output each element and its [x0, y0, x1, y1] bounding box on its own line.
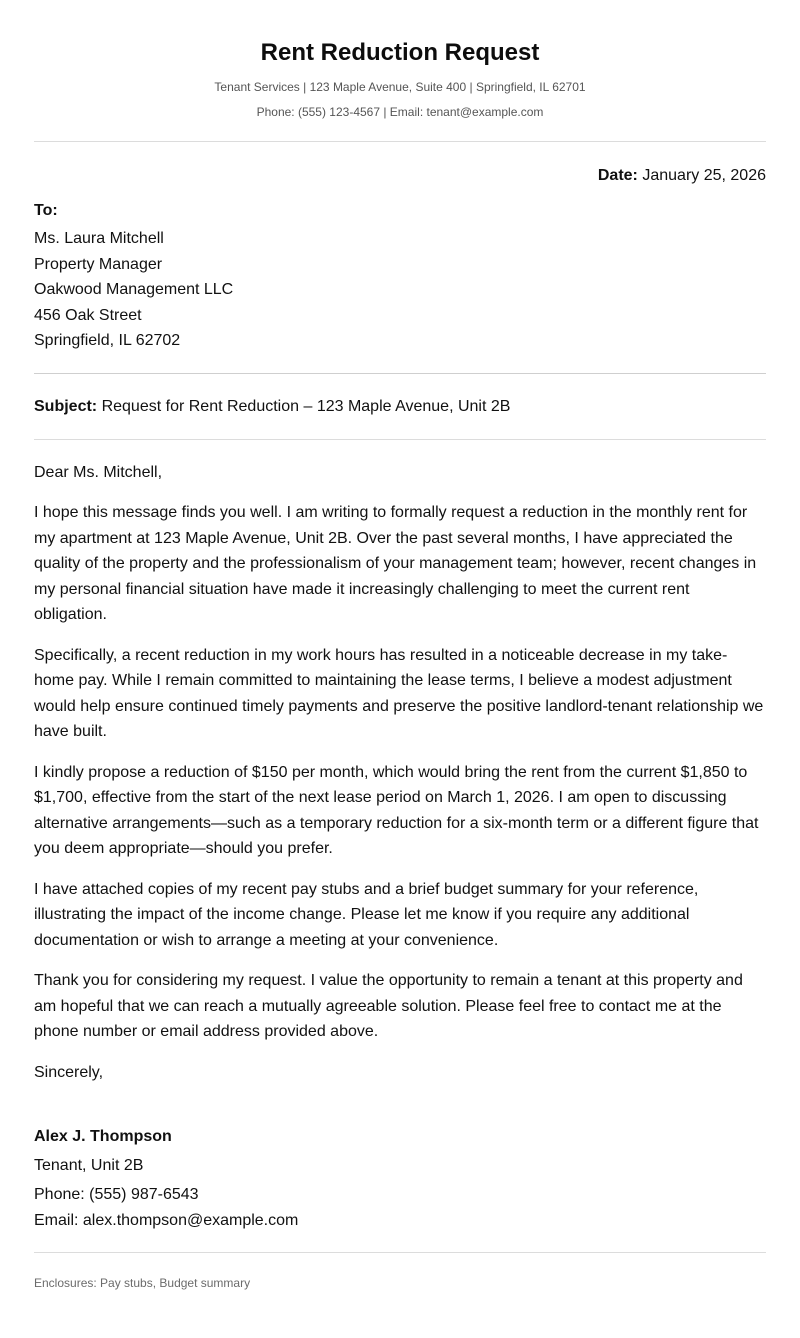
- letter-body: [34, 460, 766, 1045]
- signature-block: [34, 1127, 766, 1234]
- sender-contact: Phone: (555) 123-4567 | Email: tenant@example.com: [256, 105, 544, 119]
- body-paragraph-1: I hope this message finds you well. I am writing to formally request a reduction in the monthly rent for my apartment at 123 Maple Avenue, Unit 2B. Over the past several months, I have appreciated the quality of the property and the professionalism of your management team; however, recent changes in my personal financial situation have made it increasingly challenging to meet the current rent obligation.: [34, 504, 757, 623]
- recipient-label: To:: [34, 202, 58, 219]
- letter-header: [34, 0, 766, 119]
- date-value: January 25, 2026: [642, 167, 766, 184]
- recipient-name: Ms. Laura Mitchell: [34, 230, 164, 247]
- recipient-divider: [34, 373, 766, 374]
- body-paragraph-5: Thank you for considering my request. I value the opportunity to remain a tenant at this property and am hopeful that we can reach a mutually agreeable solution. Please feel free to contact me at the phone number or email address provided above.: [34, 972, 743, 1040]
- body-paragraph-2: Specifically, a recent reduction in my work hours has resulted in a noticeable decrease in my take-home pay. While I remain committed to maintaining the lease terms, I believe a modest adjustment would help ensure continued timely payments and preserve the positive landlord-tenant relationship we have built.: [34, 646, 764, 740]
- signer-title: Tenant, Unit 2B: [34, 1156, 144, 1174]
- greeting: Dear Ms. Mitchell,: [34, 463, 163, 481]
- body-paragraph-4: I have attached copies of my recent pay stubs and a brief budget summary for your reference, illustrating the impact of the income change. Please let me know if you require any additional documentation or wish to arrange a meeting at your convenience.: [34, 880, 699, 949]
- signer-name: Alex J. Thompson: [34, 1127, 172, 1145]
- recipient-address: [34, 226, 766, 354]
- subject-divider: [34, 439, 766, 440]
- recipient-company: Oakwood Management LLC: [34, 281, 234, 298]
- recipient-title: Property Manager: [34, 255, 163, 273]
- enclosures-note: Enclosures: Pay stubs, Budget summary: [34, 1276, 251, 1290]
- closing: Sincerely,: [34, 1063, 104, 1081]
- subject-line: [34, 397, 766, 417]
- recipient-street: 456 Oak Street: [34, 306, 142, 324]
- subject-label: Subject:: [34, 397, 98, 415]
- header-divider: [34, 141, 766, 142]
- recipient-city: Springfield, IL 62702: [34, 332, 181, 349]
- sender-address: Tenant Services | 123 Maple Avenue, Suite 400 | Springfield, IL 62701: [214, 80, 586, 94]
- signer-phone: Phone: (555) 987-6543: [34, 1186, 199, 1203]
- signer-email: Email: alex.thompson@example.com: [34, 1211, 299, 1229]
- date-line: [34, 166, 766, 186]
- subject-value: Request for Rent Reduction – 123 Maple Avenue, Unit 2B: [101, 397, 511, 415]
- footer-divider: [34, 1252, 766, 1253]
- date-label: Date:: [597, 167, 638, 184]
- body-paragraph-3: I kindly propose a reduction of $150 per month, which would bring the rent from the current $1,850 to $1,700, effective from the start of the next lease period on March 1, 2026. I am open to discussing alternative arrangements—such as a temporary reduction for a six-month term or a different figure that you deem appropriate—should you prefer.: [34, 763, 759, 857]
- page-title: Rent Reduction Request: [260, 39, 540, 66]
- recipient-block: [34, 201, 766, 354]
